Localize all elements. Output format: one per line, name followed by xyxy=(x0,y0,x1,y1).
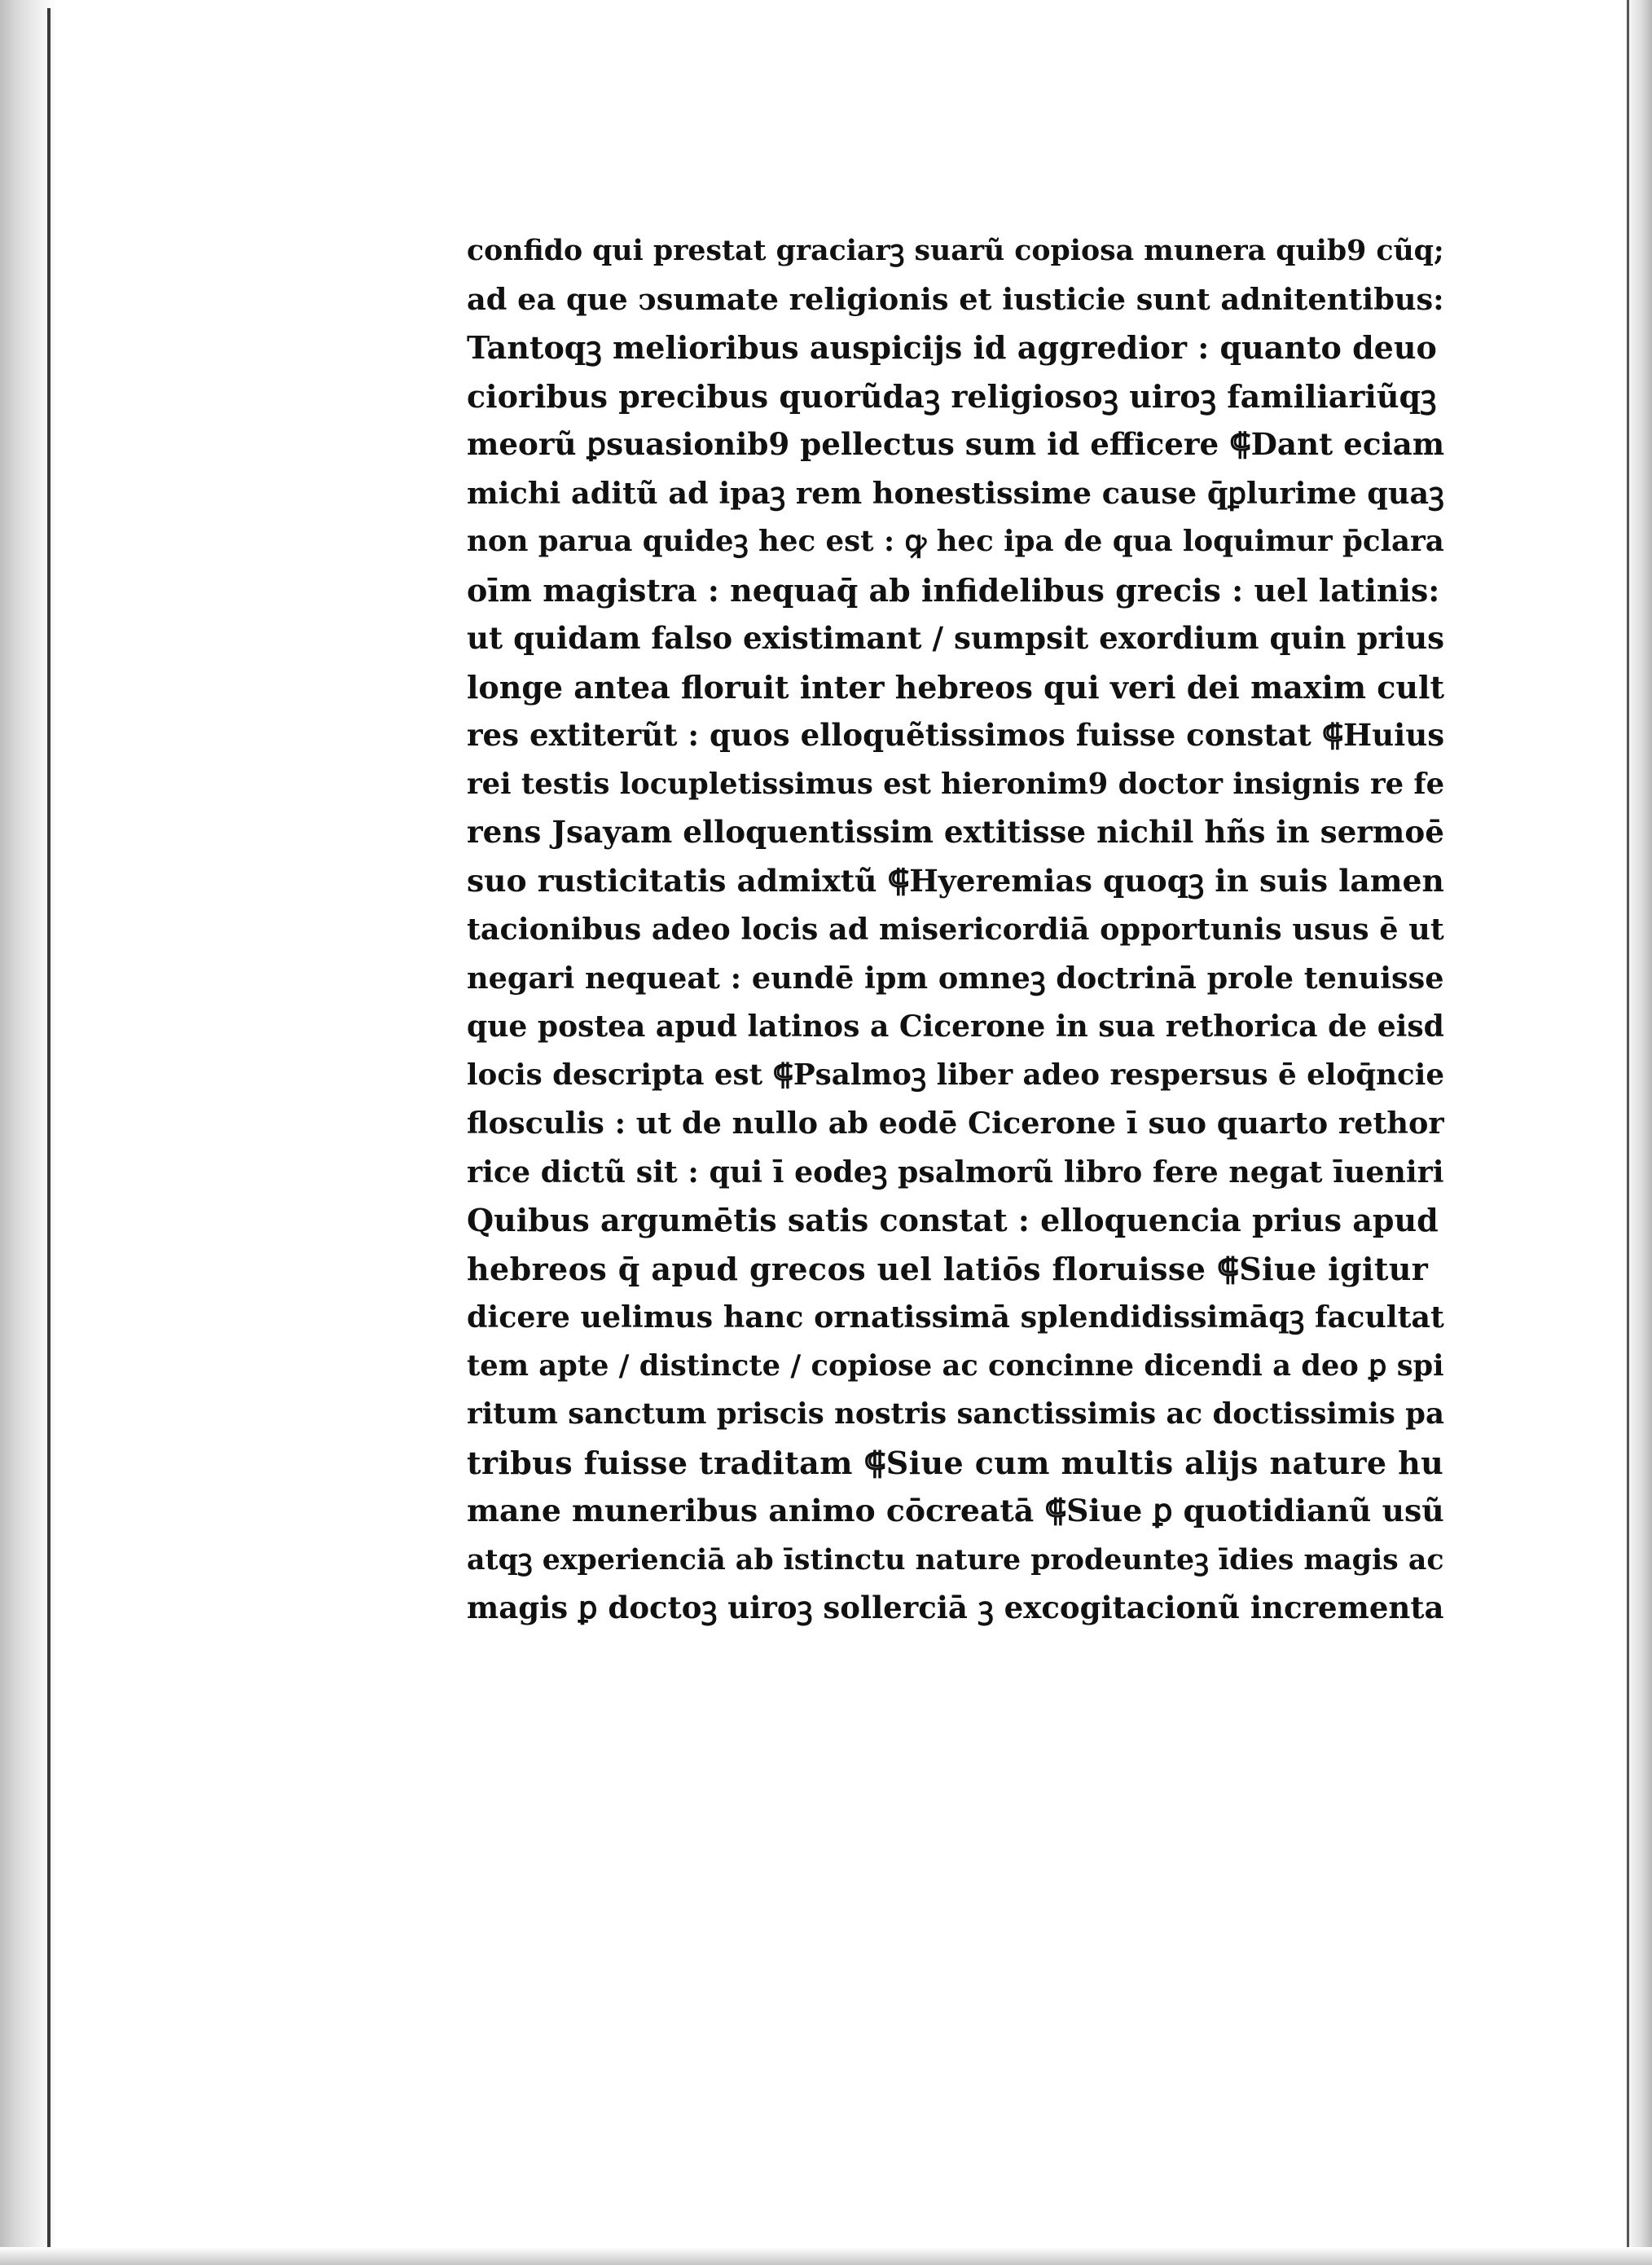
text-line: dicere uelimus hanc ornatissimā splendidissimāqꝫ facultat xyxy=(467,1300,1444,1335)
text-line: locis descripta est ⸿Psalmoꝫ liber adeo respersus ē eloq̄ncie xyxy=(467,1057,1445,1092)
text-line: hebreos q̄ apud grecos uel latiōs floruisse ⸿Siue igitur xyxy=(467,1250,1429,1287)
text-line: Tantoqꝫ melioribus auspicijs id aggredior : quanto deuo xyxy=(467,329,1437,366)
text-line: res extiterũt : quos elloquẽtissimos fuisse constat ⸿Huius xyxy=(467,717,1445,753)
scan-bottom-edge xyxy=(0,2247,1652,2265)
text-line: confido qui prestat graciarꝫ suarũ copiosa munera quib9 cũq; xyxy=(467,234,1444,267)
text-line: cioribus precibus quorũdaꝫ religiosoꝫ uiroꝫ familiariũqꝫ xyxy=(467,377,1437,415)
text-line: tacionibus adeo locis ad misericordiā opportunis usus ē ut xyxy=(467,912,1444,947)
text-line: oīm magistra : nequaq̄ ab infidelibus grecis : uel latinis: xyxy=(467,571,1440,609)
text-line: atqꝫ experienciā ab īstinctu nature prodeunteꝫ īdies magis ac xyxy=(467,1542,1444,1577)
text-line: longe antea floruit inter hebreos qui veri dei maxim cult xyxy=(467,668,1444,706)
text-line: non parua quideꝫ hec est : ꝙ hec ipa de qua loquimur p̄clara xyxy=(467,525,1444,558)
scan-right-border-line xyxy=(1627,0,1629,2265)
text-block xyxy=(467,226,1444,1633)
text-line: que postea apud latinos a Cicerone in sua rethorica de eisd xyxy=(467,1009,1444,1044)
text-line: rice dictũ sit : qui ī eodeꝫ psalmorũ libro fere negat īueniri xyxy=(467,1154,1444,1190)
text-line: rei testis locupletissimus est hieronim9 doctor insignis re fe xyxy=(467,767,1445,801)
text-line: michi aditũ ad ipaꝫ rem honestissime cause q̄ꝑlurime quaꝫ xyxy=(467,475,1444,511)
text-line: Quibus argumētis satis constat : elloquencia prius apud xyxy=(467,1202,1439,1238)
text-line: ritum sanctum priscis nostris sanctissimis ac doctissimis pa xyxy=(467,1397,1444,1431)
text-line: ut quidam falso existimant / sumpsit exordium quin prius xyxy=(467,620,1444,656)
text-line: suo rusticitatis admixtũ ⸿Hyeremias quoqꝫ in suis lamen xyxy=(467,862,1444,899)
text-line: negari nequeat : eundē ipm omneꝫ doctrinā prole tenuisse xyxy=(467,960,1444,996)
text-line: magis ꝑ doctoꝫ uiroꝫ sollerciā ꝫ excogitacionũ incrementa xyxy=(467,1590,1444,1625)
text-line: mane muneribus animo cōcreatā ⸿Siue ꝑ quotidianũ usũ xyxy=(467,1493,1444,1528)
text-line: tem apte / distincte / copiose ac concinne dicendi a deo ꝑ spi xyxy=(467,1348,1444,1383)
text-line: tribus fuisse traditam ⸿Siue cum multis alijs nature hu xyxy=(467,1444,1444,1481)
text-line: meorũ ꝑsuasionib9 pellectus sum id efficere ⸿Dant eciam xyxy=(467,426,1445,462)
text-line: rens Jsayam elloquentissim extitisse nichil hñs in sermoē xyxy=(467,814,1444,850)
scan-left-border-line xyxy=(47,8,51,2257)
text-line: ad ea que ↄsumate religionis et iusticie sunt adnitentibus: xyxy=(467,281,1444,317)
text-line: flosculis : ut de nullo ab eodē Cicerone ī suo quarto rethor xyxy=(467,1106,1444,1141)
